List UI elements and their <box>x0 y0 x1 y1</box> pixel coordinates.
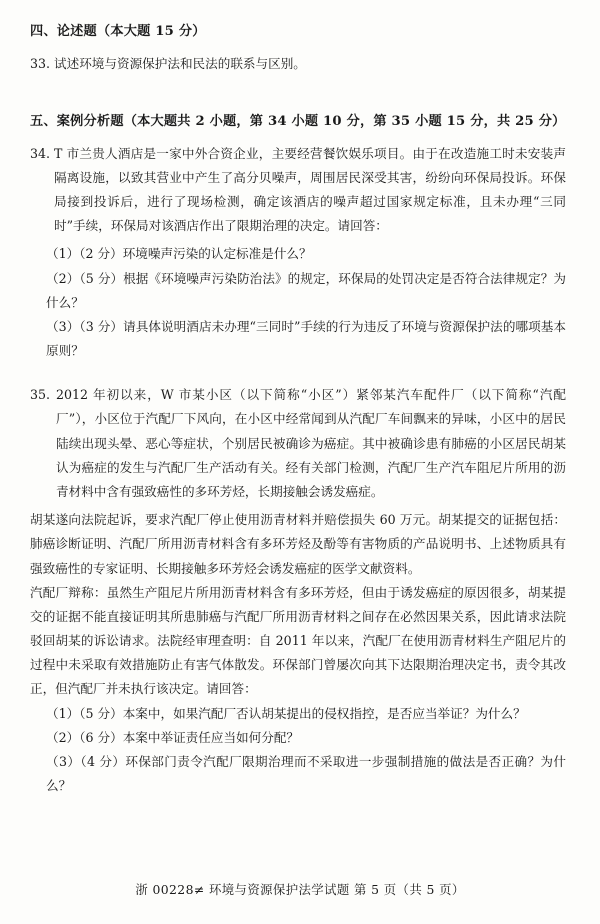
question-34-number: 34. <box>30 145 51 161</box>
question-34-sub-3: （3）（3 分）请具体说明酒店未办理“三同时”手续的行为违反了环境与资源保护法的哪项基本原则？ <box>46 318 566 359</box>
question-33-number: 33. <box>30 55 51 71</box>
question-35-paragraph-1: 胡某遂向法院起诉，要求汽配厂停止使用沥青材料并赔偿损失 60 万元。胡某提交的证据包括：肺癌诊断证明、汽配厂所用沥青材料含有多环芳烃及酚等有害物质的产品说明书、上述物质具有强致癌性的专家证明、长期接触多环芳烃会诱发癌症的医学文献资料。 <box>30 512 566 576</box>
question-35-text: 2012 年初以来，W 市某小区（以下简称“小区”）紧邻某汽车配件厂（以下简称“汽配厂”），小区位于汽配厂下风向，在小区中经常闻到从汽配厂车间飘来的异味，小区中的居民陆续出现头晕、恶心等症状，个别居民被确诊为癌症。其中被确诊患有肺癌的小区居民胡某认为癌症的发生与汽配厂生产活动有关。经有关部门检测，汽配厂生产汽车阻尼片所用的沥青材料中含有强致癌性的多环芳烃，长期接触会诱发癌症。 <box>56 387 566 499</box>
question-35-sub-3: （3）（4 分）环保部门责令汽配厂限期治理而不采取进一步强制措施的做法是否正确？为什么？ <box>46 753 566 794</box>
question-35 <box>30 383 566 504</box>
question-34 <box>30 142 566 239</box>
spacer <box>30 76 566 90</box>
section-heading-five: 五、案例分析题（本大题共 2 小题，第 34 小题 10 分，第 35 小题 15 分，共 25 分） <box>30 113 566 129</box>
question-34-text: T 市兰贵人酒店是一家中外合资企业，主要经营餐饮娱乐项目。由于在改造施工时未安装声隔离设施，以致其营业中产生了高分贝噪声，周围居民深受其害，纷纷向环保局投诉。环保局接到投诉后，进行了现场检测，确定该酒店的噪声超过国家规定标准，且未办理“三同时”手续，环保局对该酒店作出了限期治理的决定。请回答： <box>54 145 566 234</box>
page-footer: 浙 00228≠ 环境与资源保护法学试题 第 5 页（共 5 页） <box>135 882 465 897</box>
question-34-sub-2: （2）（5 分）根据《环境噪声污染防治法》的规定，环保局的处罚决定是否符合法律规定？为什么？ <box>46 270 566 310</box>
question-33 <box>30 52 566 76</box>
question-35-paragraph-2: 汽配厂辩称：虽然生产阻尼片所用沥青材料含有多环芳烃，但由于诱发癌症的原因很多，胡某提交的证据不能直接证明其所患肺癌与汽配厂所用沥青材料之间存在必然因果关系，因此请求法院驳回胡某的诉讼请求。法院经审理查明：自 2011 年以来，汽配厂在使用沥青材料生产阻尼片的过程中未采取有效措施防止有害气体散发。环保部门曾屡次向其下达限期治理决定书，责令其改正，但汽配厂并未执行该决定。请回答： <box>30 584 566 697</box>
question-34-sub-1: （1）（2 分）环境噪声污染的认定标准是什么？ <box>46 246 312 262</box>
question-35-sub-2: （2）（6 分）本案中举证责任应当如何分配？ <box>46 729 300 745</box>
section-heading-four: 四、论述题（本大题 15 分） <box>30 24 206 39</box>
spacer <box>30 363 566 383</box>
question-35-sub-1: （1）（5 分）本案中，如果汽配厂否认胡某提出的侵权指控，是否应当举证？为什么？ <box>46 705 526 721</box>
question-35-number: 35. <box>30 387 51 403</box>
question-33-text: 试述环境与资源保护法和民法的联系与区别。 <box>54 55 306 71</box>
